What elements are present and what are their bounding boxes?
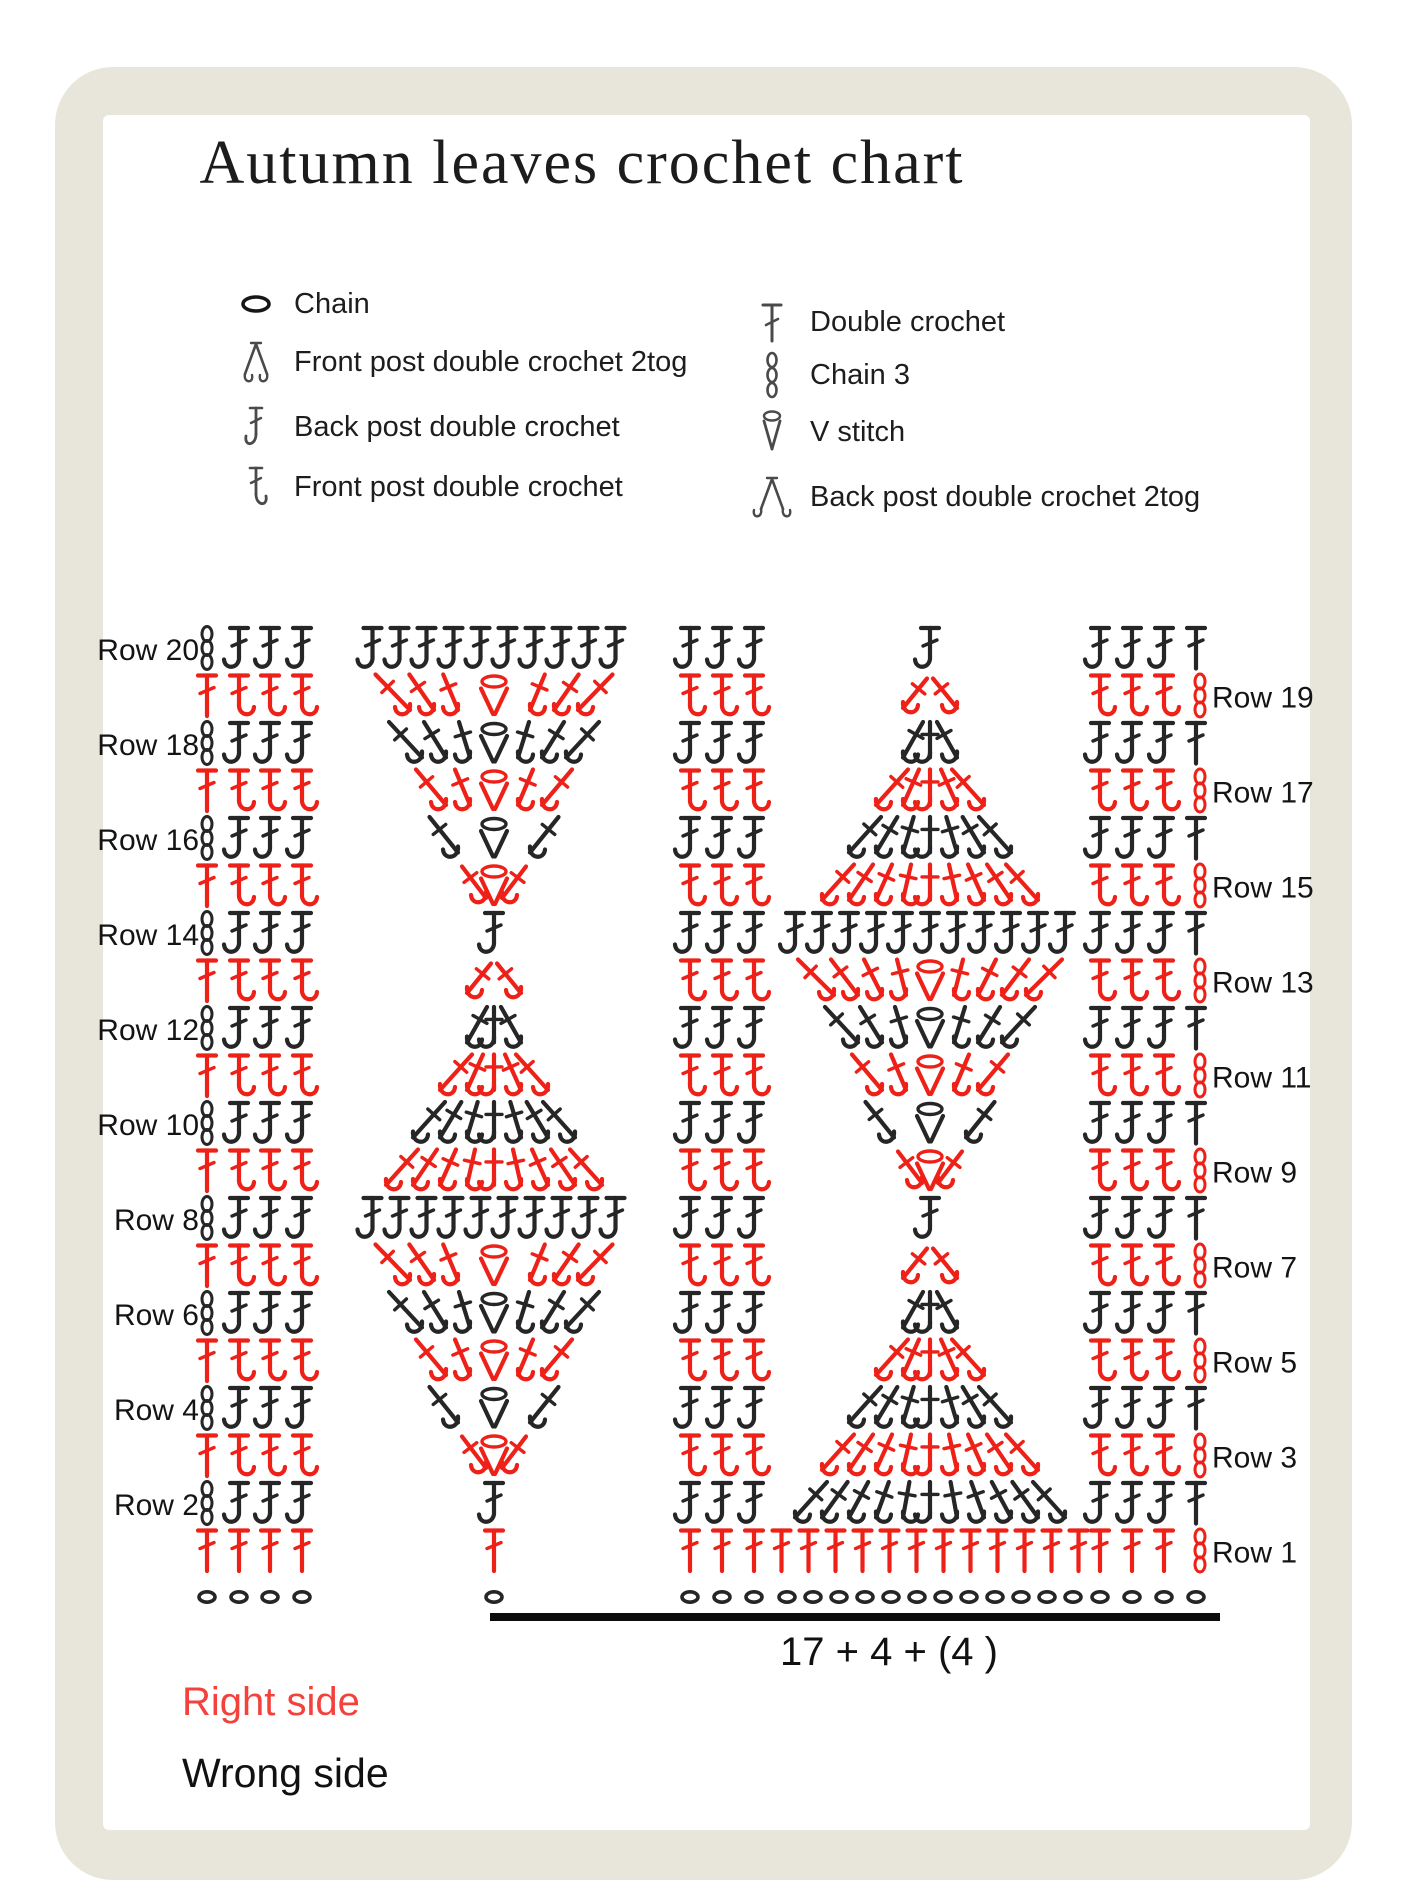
legend-label: Double crochet (810, 305, 1006, 338)
row-label: Row 13 (1212, 966, 1314, 1000)
row-label: Row 3 (1212, 1441, 1298, 1475)
row-label: Row 8 (113, 1203, 199, 1237)
stitch-count-label: 17 + 4 + (4 ) (780, 1630, 998, 1674)
page-title: Autumn leaves crochet chart (199, 129, 965, 197)
row-label: Row 2 (113, 1488, 199, 1522)
row-label: Row 20 (97, 633, 199, 667)
wrong-side-label: Wrong side (182, 1750, 389, 1796)
right-side-label: Right side (182, 1680, 360, 1724)
row-label: Row 16 (97, 823, 199, 857)
legend-label: Front post double crochet 2tog (294, 345, 688, 378)
legend-label: Chain 3 (810, 358, 910, 391)
legend-label: Back post double crochet 2tog (810, 480, 1201, 513)
row-label: Row 12 (97, 1013, 199, 1047)
legend-label: V stitch (810, 415, 906, 448)
row-label: Row 4 (113, 1393, 199, 1427)
row-label: Row 18 (97, 728, 199, 762)
row-label: Row 14 (97, 918, 199, 952)
row-label: Row 7 (1212, 1251, 1298, 1285)
row-label: Row 1 (1212, 1536, 1298, 1570)
row-label: Row 9 (1212, 1156, 1298, 1190)
legend-label: Front post double crochet (294, 470, 623, 503)
legend-label: Back post double crochet (294, 410, 620, 443)
row-label: Row 6 (113, 1298, 199, 1332)
row-label: Row 10 (97, 1108, 199, 1142)
row-label: Row 5 (1212, 1346, 1298, 1380)
row-label: Row 15 (1212, 871, 1314, 905)
row-label: Row 17 (1212, 776, 1314, 810)
row-label: Row 19 (1212, 681, 1314, 715)
row-label: Row 11 (1212, 1061, 1312, 1095)
legend-label: Chain (294, 287, 370, 320)
